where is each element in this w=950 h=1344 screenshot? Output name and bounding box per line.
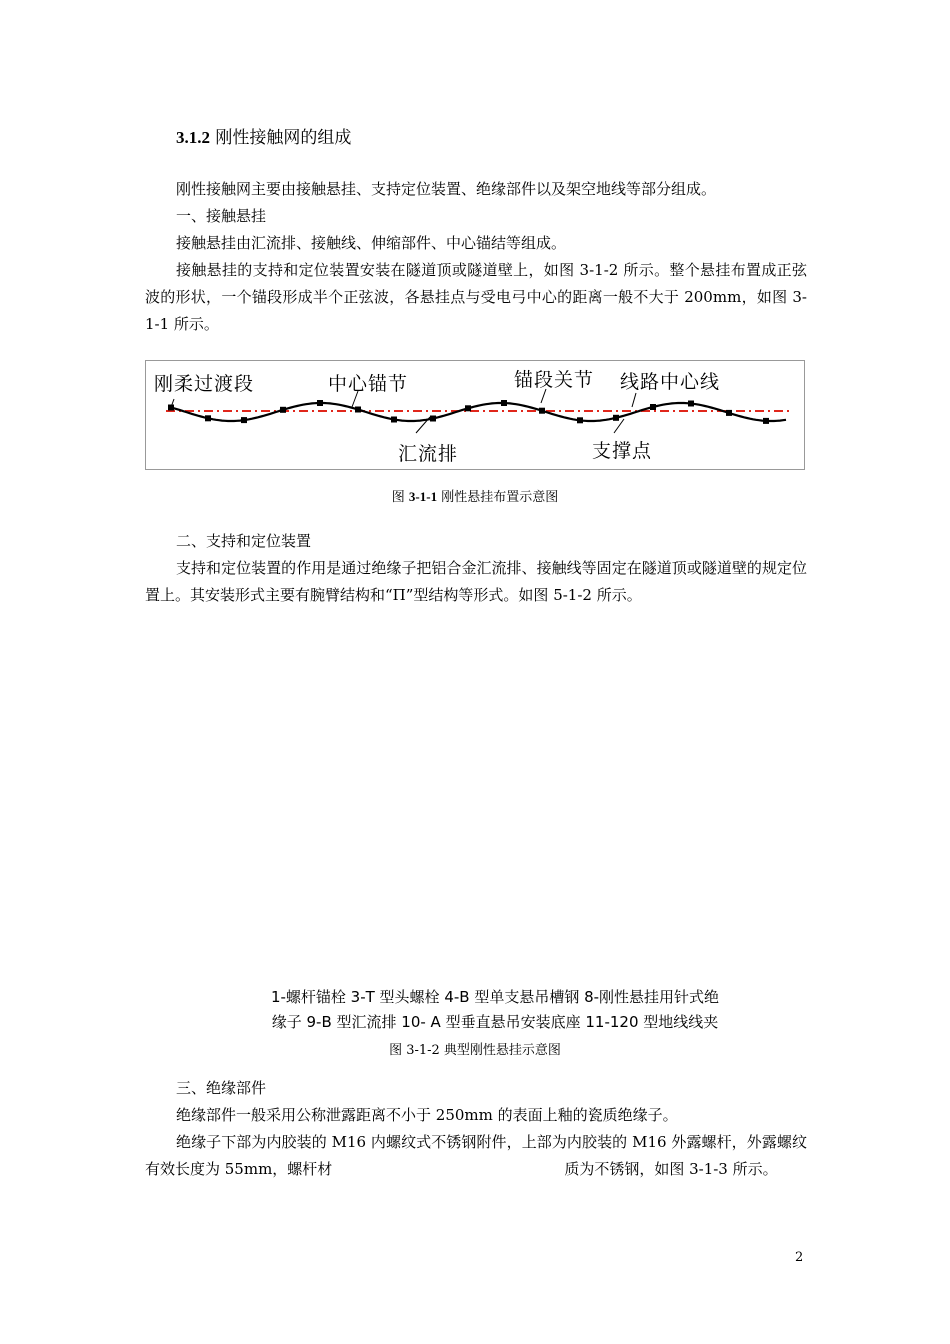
subheading-insulation: 三、绝缘部件 [176,1079,267,1097]
support-point-marker [465,405,471,411]
support-point-marker [241,417,247,423]
body-text-block-1 [145,176,807,338]
label-center-anchor: 中心锚节 [328,373,409,395]
paragraph-suspension-components: 接触悬挂由汇流排、接触线、伸缩部件、中心锚结等组成。 [176,234,567,252]
support-point-marker [763,418,769,424]
section-heading [176,123,351,148]
paragraph-support-positioning: 支持和定位装置的作用是通过绝缘子把铝合金汇流排、接触线等固定在隧道顶或隧道壁的规定位置上。其安装形式主要有腕臂结构和“Π”型结构等形式。如图 5-1-2 所示。 [145,559,807,604]
paragraph-insulator-fittings: 绝缘子下部为内胶装的 M16 内螺纹式不锈钢附件，上部为内胶装的 M16 外露螺杆，外露螺纹有效长度为 55mm，螺杆材 质为不锈钢，如图 3-1-3 所示。 [145,1133,807,1178]
label-support-point: 支撑点 [592,440,653,462]
support-point-marker [355,407,361,413]
leader-support-point [614,419,624,433]
support-point-marker [613,415,619,421]
section-number: 3.1.2 [176,128,210,147]
paragraph-insulator-type: 绝缘部件一般采用公称泄露距离不小于 250mm 的表面上釉的瓷质绝缘子。 [176,1106,678,1124]
leader-track-center [632,393,636,407]
page-number: 2 [795,1250,804,1265]
paragraph-suspension-layout: 接触悬挂的支持和定位装置安装在隧道顶或隧道壁上，如图 3-1-2 所示。整个悬挂布置成正弦波的形状，一个锚段形成半个正弦波，各悬挂点与受电弓中心的距离一般不大于 200mm，如图 3-1-1 所示。 [145,261,807,333]
label-track-centerline: 线路中心线 [620,371,721,393]
body-text-block-3 [145,1075,807,1183]
figure2-legend-line-1: 1-螺杆锚栓 3-T 型头螺栓 4-B 型单支悬吊槽钢 8-刚性悬挂用针式绝 [270,988,720,1006]
figure2-caption: 图 3-1-2 典型刚性悬挂示意图 [389,1043,561,1058]
support-point-marker [650,404,656,410]
support-point-marker [539,408,545,414]
support-point-marker [688,401,694,407]
support-point-marker [205,415,211,421]
support-point-marker [577,417,583,423]
figure2-legend-line-2: 缘子 9-B 型汇流排 10- A 型垂直悬吊安装底座 11-120 型地线线夹 [271,1013,719,1031]
figure1-caption-number: 3-1-1 [408,489,438,504]
subheading-contact-suspension: 一、接触悬挂 [176,207,267,225]
support-point-marker [501,400,507,406]
label-anchor-joint: 锚段关节 [514,369,595,391]
figure1-caption: 图 3-1-1 刚性悬挂布置示意图 [391,489,559,505]
label-transition-section: 刚柔过渡段 [154,373,255,395]
section-title: 刚性接触网的组成 [215,128,352,148]
body-text-block-2 [145,528,807,609]
label-busbar: 汇流排 [398,443,459,465]
figure-rigid-suspension-layout [145,360,805,470]
support-point-marker [391,417,397,423]
support-point-marker [726,410,732,416]
intro-paragraph: 刚性接触网主要由接触悬挂、支持定位装置、绝缘部件以及架空地线等部分组成。 [176,180,717,198]
support-point-marker [430,416,436,422]
support-point-marker [317,400,323,406]
figure1-caption-text: 刚性悬挂布置示意图 [441,490,559,505]
subheading-support-positioning: 二、支持和定位装置 [176,532,312,550]
support-point-marker [280,407,286,413]
